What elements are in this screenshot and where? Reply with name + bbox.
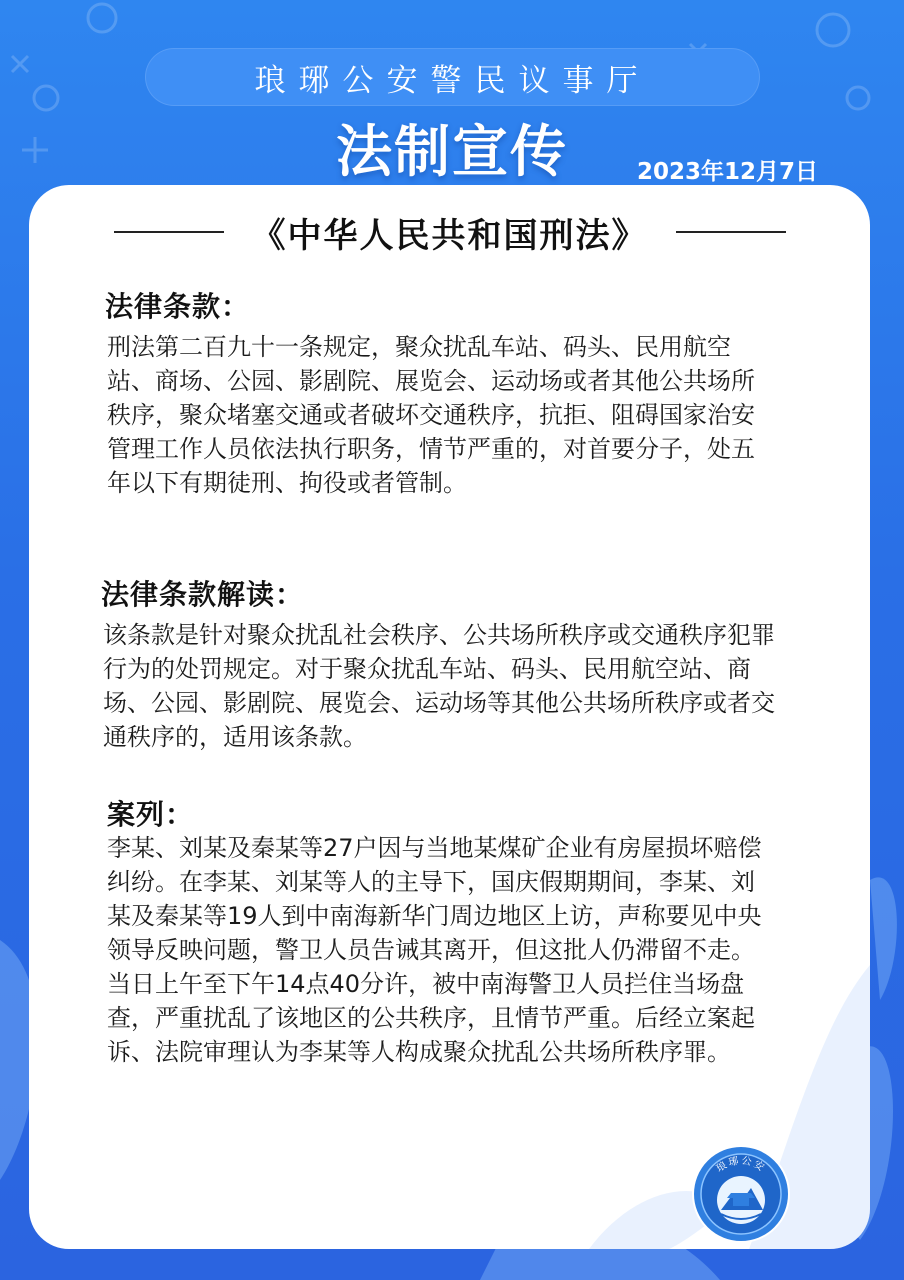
text-line: 刑法第二百九十一条规定，聚众扰乱车站、码头、民用航空 — [107, 333, 731, 361]
section-heading-clause: 法律条款： — [105, 290, 251, 323]
section-body-clause — [107, 330, 755, 500]
text-line: 领导反映问题，警卫人员告诫其离开，但这批人仍滞留不走。 — [107, 936, 755, 964]
text-line: 站、商场、公园、影剧院、展览会、运动场或者其他公共场所 — [107, 367, 755, 395]
content-card — [29, 185, 870, 1249]
section-body-interpretation — [103, 618, 775, 754]
text-line: 管理工作人员依法执行职务，情节严重的，对首要分子，处五 — [107, 435, 755, 463]
text-line: 当日上午至下午14点40分许，被中南海警卫人员拦住当场盘 — [107, 970, 745, 998]
emblem-text: 琅琊公安 — [714, 1155, 768, 1175]
section-heading-interpretation: 法律条款解读： — [101, 578, 305, 611]
text-line: 某及秦某等19人到中南海新华门周边地区上访，声称要见中央 — [107, 902, 762, 930]
text-line: 通秩序的，适用该条款。 — [103, 723, 367, 751]
text-line: 秩序，聚众堵塞交通或者破坏交通秩序，抗拒、阻碍国家治安 — [107, 401, 755, 429]
law-title-row — [29, 201, 870, 263]
text-line: 场、公园、影剧院、展览会、运动场等其他公共场所秩序或者交 — [103, 689, 775, 717]
page-title: 法制宣传 — [336, 120, 568, 185]
org-name-banner — [145, 48, 760, 106]
text-line: 年以下有期徒刑、拘役或者管制。 — [107, 469, 467, 497]
police-emblem-icon — [691, 1144, 791, 1244]
text-line: 查，严重扰乱了该地区的公共秩序，且情节严重。后经立案起 — [107, 1004, 755, 1032]
text-line: 行为的处罚规定。对于聚众扰乱车站、码头、民用航空站、商 — [103, 655, 751, 683]
section-heading-case: 案列： — [107, 798, 195, 831]
text-line: 李某、刘某及秦某等27户因与当地某煤矿企业有房屋损坏赔偿 — [107, 834, 762, 862]
text-line: 该条款是针对聚众扰乱社会秩序、公共场所秩序或交通秩序犯罪 — [103, 621, 775, 649]
publish-date: 2023年12月7日 — [636, 159, 818, 185]
text-line: 纠纷。在李某、刘某等人的主导下，国庆假期期间，李某、刘 — [107, 868, 755, 896]
title-rule-right — [676, 231, 786, 233]
text-line: 诉、法院审理认为李某等人构成聚众扰乱公共场所秩序罪。 — [107, 1038, 731, 1066]
section-body-case — [107, 831, 762, 1069]
law-title: 《中华人民共和国刑法》 — [251, 215, 648, 256]
org-name: 琅琊公安警民议事厅 — [254, 62, 651, 99]
title-rule-left — [114, 231, 224, 233]
